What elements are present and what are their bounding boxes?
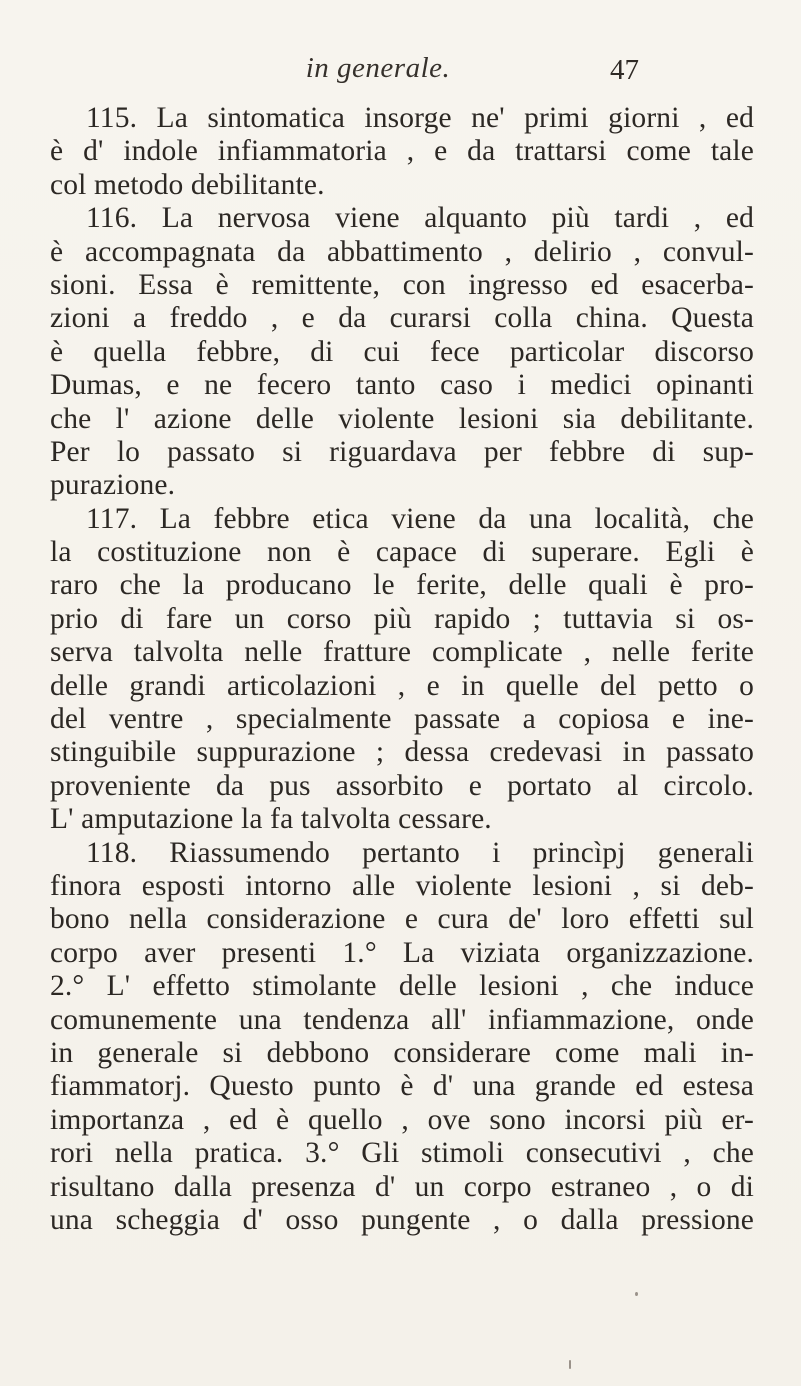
- page-number: 47: [610, 54, 639, 86]
- text-line: serva talvolta nelle fratture complicate , nelle ferite: [50, 636, 754, 669]
- running-head: [0, 52, 801, 92]
- text-line: 118. Riassumendo pertanto i princìpj generali: [86, 836, 754, 869]
- text-line: del ventre , specialmente passate a copiosa e ine-: [50, 703, 754, 736]
- text-line: Per lo passato si riguardava per febbre di sup-: [50, 435, 754, 468]
- text-line: comunemente una tendenza all' infiammazione, onde: [50, 1003, 754, 1036]
- text-line: la costituzione non è capace di superare. Egli è: [50, 536, 754, 569]
- paper-speck: [569, 1360, 571, 1369]
- text-line: prio di fare un corso più rapido ; tuttavia si os-: [50, 602, 754, 635]
- text-line: bono nella considerazione e cura de' loro effetti sul: [50, 903, 754, 936]
- body-text: [50, 102, 754, 1237]
- text-line: L' amputazione la fa talvolta cessare.: [50, 803, 492, 836]
- text-line: 2.° L' effetto stimolante delle lesioni , che induce: [50, 970, 754, 1003]
- text-line: è quella febbre, di cui fece particolar discorso: [50, 335, 754, 368]
- text-line: proveniente da pus assorbito e portato al circolo.: [50, 769, 754, 802]
- text-line: purazione.: [50, 469, 176, 502]
- text-line: è accompagnata da abbattimento , delirio , convul-: [50, 235, 754, 268]
- running-title: in generale.: [305, 52, 451, 84]
- text-line: una scheggia d' osso pungente , o dalla pressione: [50, 1203, 754, 1236]
- text-line: stinguibile suppurazione ; dessa credevasi in passato: [50, 736, 754, 769]
- text-line: col metodo debilitante.: [50, 168, 325, 201]
- text-line: raro che la producano le ferite, delle quali è pro-: [50, 569, 754, 602]
- paper-speck: [635, 1292, 638, 1296]
- text-line: è d' indole infiammatoria , e da trattarsi come tale: [50, 135, 754, 168]
- text-line: corpo aver presenti 1.° La viziata organizzazione.: [50, 936, 754, 969]
- text-line: fiammatorj. Questo punto è d' una grande ed estesa: [50, 1070, 754, 1103]
- text-line: finora esposti intorno alle violente lesioni , si deb-: [50, 869, 754, 902]
- text-line: importanza , ed è quello , ove sono incorsi più er-: [50, 1103, 754, 1136]
- text-line: 115. La sintomatica insorge ne' primi giorni , ed: [86, 102, 754, 134]
- text-line: sioni. Essa è remittente, con ingresso ed esacerba-: [50, 268, 754, 301]
- text-line: Dumas, e ne fecero tanto caso i medici opinanti: [50, 369, 754, 402]
- text-line: delle grandi articolazioni , e in quelle del petto o: [50, 669, 754, 702]
- text-line: rori nella pratica. 3.° Gli stimoli consecutivi , che: [50, 1137, 754, 1170]
- text-line: risultano dalla presenza d' un corpo estraneo , o di: [50, 1170, 754, 1203]
- text-line: zioni a freddo , e da curarsi colla china. Questa: [50, 302, 754, 335]
- text-line: 117. La febbre etica viene da una località, che: [86, 502, 754, 535]
- text-line: che l' azione delle violente lesioni sia debilitante.: [50, 402, 754, 435]
- text-line: in generale si debbono considerare come mali in-: [50, 1036, 754, 1069]
- text-line: 116. La nervosa viene alquanto più tardi , ed: [86, 202, 754, 235]
